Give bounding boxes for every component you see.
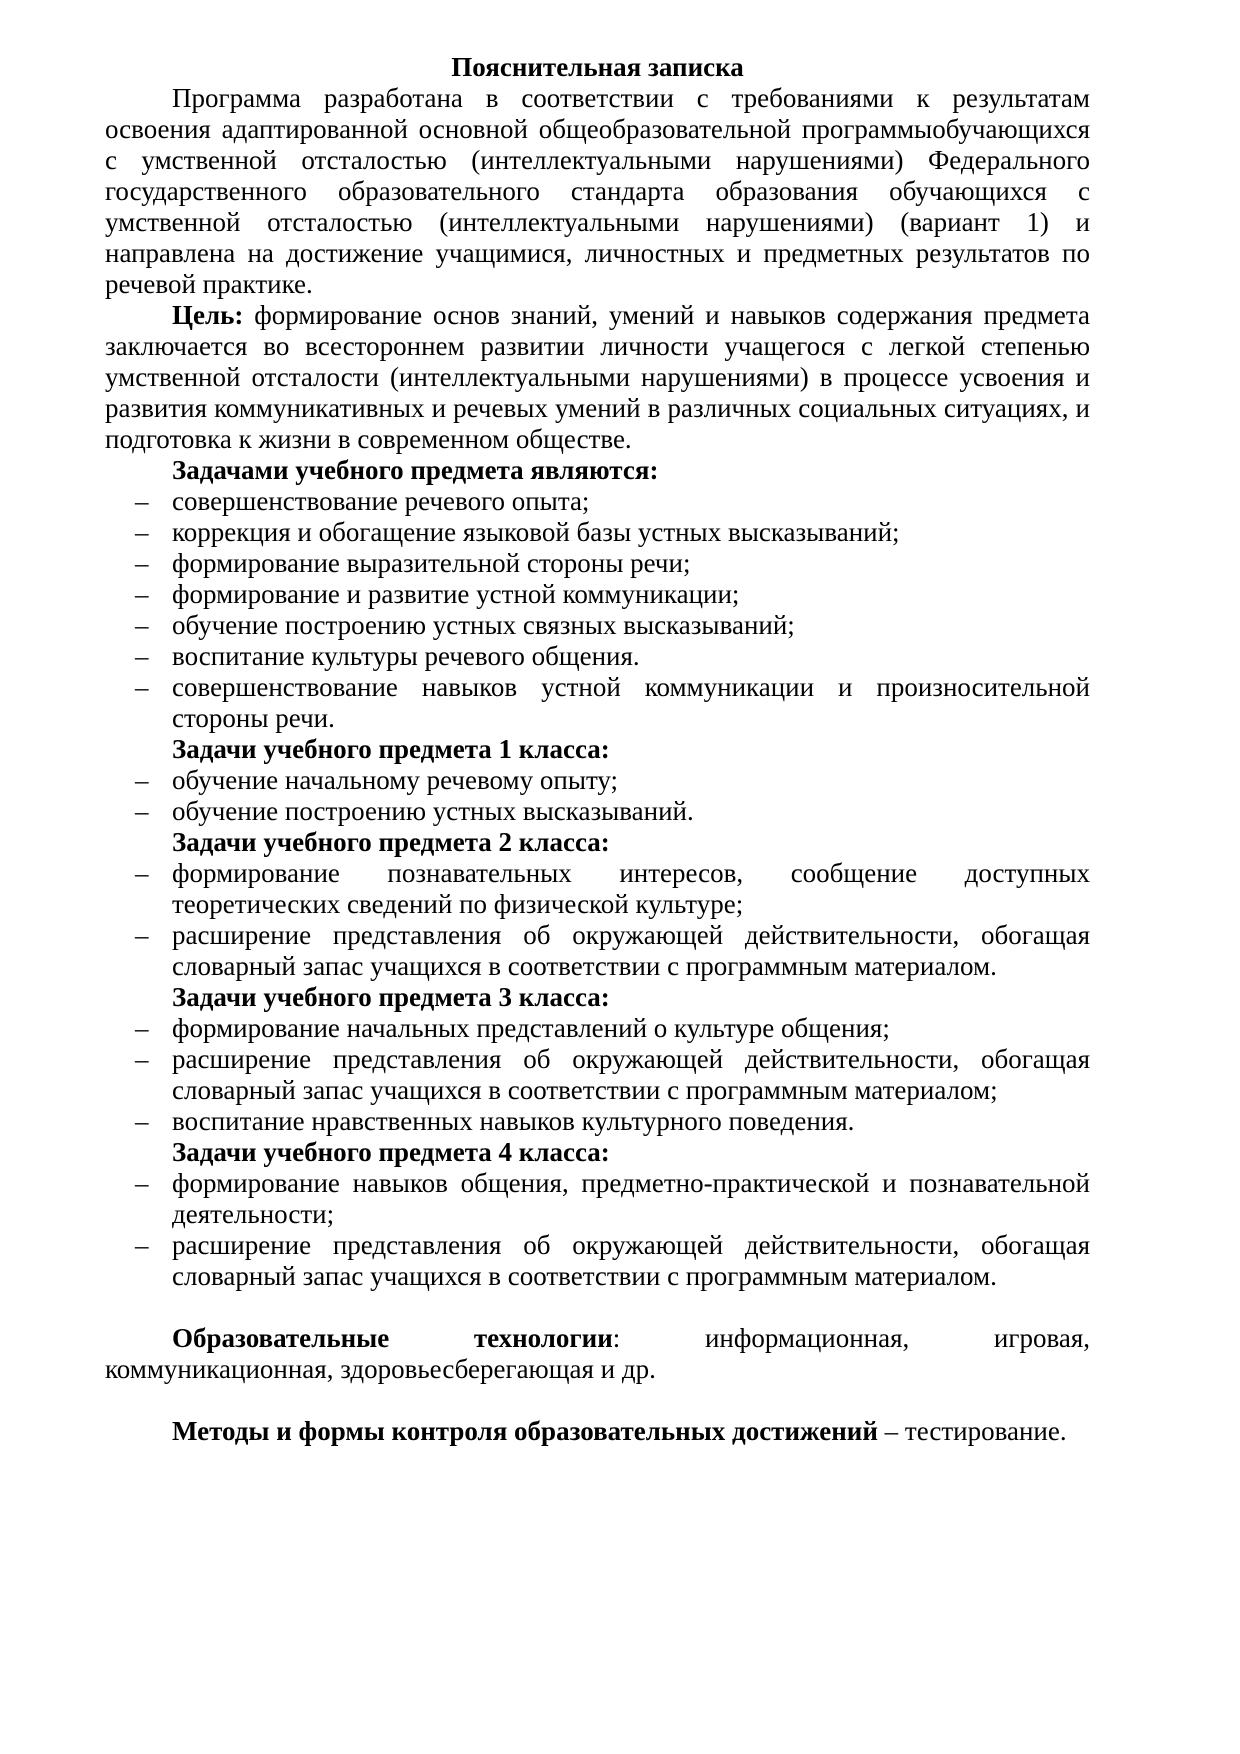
- tasks-grade4-heading: Задачи учебного предмета 4 класса:: [172, 1137, 610, 1167]
- dash-marker: –: [135, 548, 149, 578]
- technologies-paragraph: [105, 1323, 1090, 1385]
- dash-marker: –: [135, 641, 149, 671]
- list-item: [105, 672, 1090, 734]
- list-item: [105, 1044, 1090, 1106]
- tasks-main-list: [105, 486, 1090, 734]
- list-item-text: совершенствование речевого опыта;: [172, 486, 590, 516]
- list-item: [105, 548, 1090, 579]
- list-item: [105, 1013, 1090, 1044]
- list-item-text: обучение построению устных высказываний.: [172, 796, 694, 826]
- dash-marker: –: [135, 1106, 149, 1136]
- list-item-text: формирование и развитие устной коммуникации;: [172, 579, 740, 609]
- list-item-text: воспитание культуры речевого общения.: [172, 641, 640, 671]
- list-item: [105, 517, 1090, 548]
- tasks-main-heading: Задачами учебного предмета являются:: [172, 455, 659, 485]
- methods-paragraph: [105, 1416, 1090, 1447]
- list-item-text: формирование выразительной стороны речи;: [172, 548, 691, 578]
- list-item-text: расширение представления об окружающей действительности, обогащая словарный запас учащихся в соответствии с программным материалом.: [172, 920, 1090, 981]
- list-item-text: воспитание нравственных навыков культурного поведения.: [172, 1106, 855, 1136]
- dash-marker: –: [135, 517, 149, 547]
- list-item-text: коррекция и обогащение языковой базы устных высказываний;: [172, 517, 900, 547]
- technologies-text: : информационная, игровая, коммуникационная, здоровьесберегающая и др.: [105, 1323, 1090, 1384]
- dash-marker: –: [135, 858, 149, 888]
- dash-marker: –: [135, 920, 149, 950]
- list-item: [105, 641, 1090, 672]
- list-item: [105, 1230, 1090, 1292]
- methods-text: – тестирование.: [877, 1416, 1067, 1446]
- tasks-grade2-list: [105, 858, 1090, 982]
- dash-marker: –: [135, 796, 149, 826]
- list-item: [105, 610, 1090, 641]
- tasks-grade1-heading: Задачи учебного предмета 1 класса:: [172, 734, 610, 764]
- list-item: [105, 765, 1090, 796]
- list-item-text: обучение начальному речевому опыту;: [172, 765, 619, 795]
- tasks-grade4-list: [105, 1168, 1090, 1292]
- goal-label: Цель:: [172, 300, 244, 330]
- list-item-text: расширение представления об окружающей действительности, обогащая словарный запас учащихся в соответствии с программным материалом.: [172, 1230, 1090, 1291]
- list-item-text: формирование навыков общения, предметно-практической и познавательной деятельности;: [172, 1168, 1090, 1229]
- list-item: [105, 920, 1090, 982]
- tasks-grade1-list: [105, 765, 1090, 827]
- goal-text: формирование основ знаний, умений и навыков содержания предмета заключается во всестороннем развитии личности учащегося с легкой степенью умственной отсталости (интеллектуальными нарушениями) в процессе усвоения и развития коммуникативных и речевых умений в различных социальных ситуациях, и подготовка к жизни в современном обществе.: [105, 300, 1091, 454]
- dash-marker: –: [135, 672, 149, 702]
- list-item-text: расширение представления об окружающей действительности, обогащая словарный запас учащихся в соответствии с программным материалом;: [172, 1044, 1090, 1105]
- dash-marker: –: [135, 610, 149, 640]
- list-item: [105, 1106, 1090, 1137]
- list-item-text: формирование познавательных интересов, сообщение доступных теоретических сведений по физической культуре;: [172, 858, 1090, 919]
- goal-paragraph: [105, 300, 1090, 455]
- dash-marker: –: [135, 1013, 149, 1043]
- list-item-text: совершенствование навыков устной коммуникации и произносительной стороны речи.: [172, 672, 1090, 733]
- technologies-label: Образовательные технологии: [172, 1323, 613, 1353]
- dash-marker: –: [135, 1230, 149, 1260]
- list-item: [105, 858, 1090, 920]
- tasks-grade2-heading: Задачи учебного предмета 2 класса:: [172, 827, 610, 857]
- intro-paragraph: Программа разработана в соответствии с требованиями к результатам освоения адаптированной основной общеобразовательной программыобучающихся с умственной отсталостью (интеллектуальными нарушениями) Федерального государственного образовательного стандарта образования обучающихся с умственной отсталостью (интеллектуальными нарушениями) (вариант 1) и направлена на достижение учащимися, личностных и предметных результатов по речевой практике.: [105, 83, 1090, 299]
- tasks-grade3-list: [105, 1013, 1090, 1137]
- list-item: [105, 579, 1090, 610]
- list-item: [105, 796, 1090, 827]
- dash-marker: –: [135, 1168, 149, 1198]
- list-item: [105, 1168, 1090, 1230]
- tasks-grade3-heading: Задачи учебного предмета 3 класса:: [172, 982, 610, 1012]
- list-item-text: обучение построению устных связных высказываний;: [172, 610, 795, 640]
- dash-marker: –: [135, 765, 149, 795]
- page-title: Пояснительная записка: [451, 52, 744, 82]
- list-item-text: формирование начальных представлений о культуре общения;: [172, 1013, 890, 1043]
- dash-marker: –: [135, 1044, 149, 1074]
- list-item: [105, 486, 1090, 517]
- methods-label: Методы и формы контроля образовательных достижений: [172, 1416, 878, 1446]
- dash-marker: –: [135, 486, 149, 516]
- dash-marker: –: [135, 579, 149, 609]
